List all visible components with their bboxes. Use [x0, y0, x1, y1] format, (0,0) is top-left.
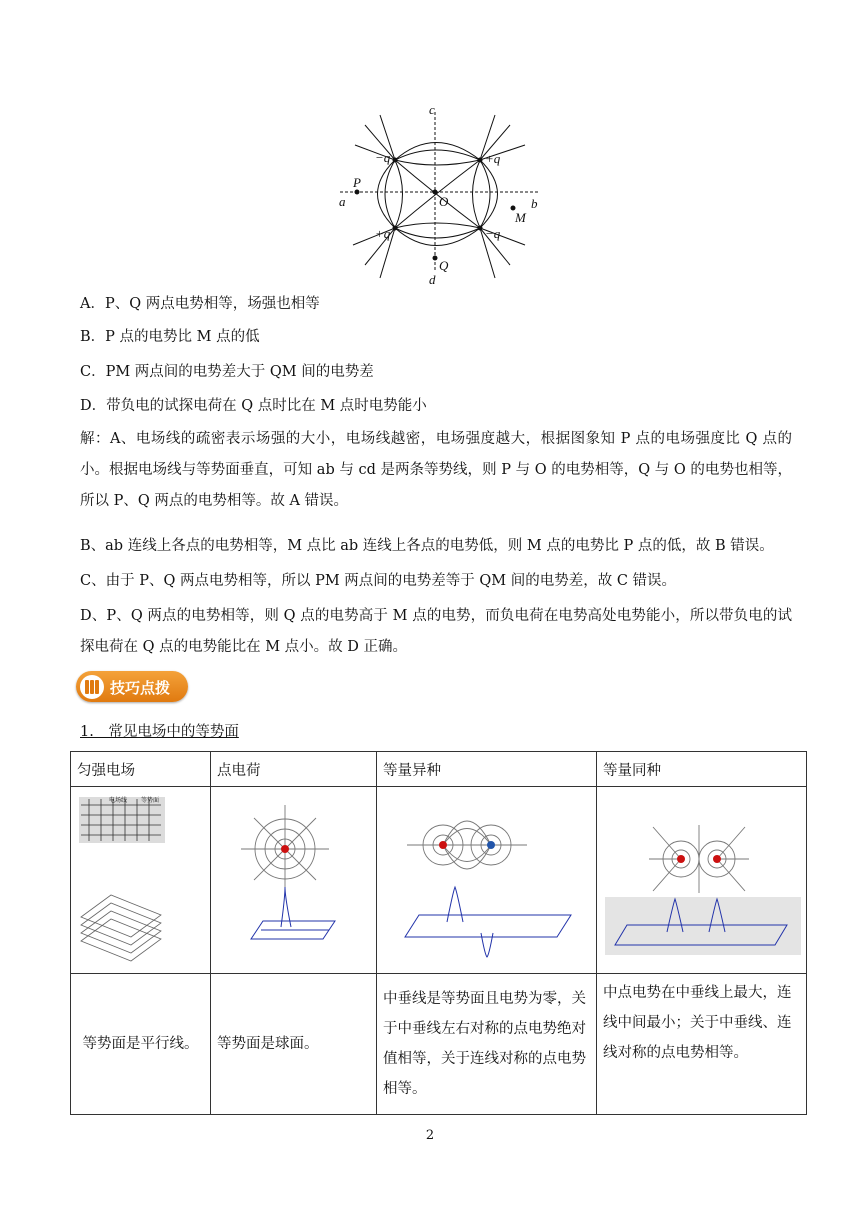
charge-pos-tr: +q	[485, 151, 501, 166]
label-q: Q	[439, 258, 449, 273]
point-charge-image	[211, 787, 377, 974]
option-c: C．PM 两点间的电势差大于 QM 间的电势差	[80, 364, 374, 380]
label-o: O	[439, 194, 449, 209]
desc-like: 中点电势在中垂线上最大，连线中间最小；关于中垂线、连线对称的点电势相等。	[597, 974, 807, 1115]
label-b: b	[531, 196, 538, 211]
tips-badge	[76, 671, 188, 702]
desc-point: 等势面是球面。	[211, 974, 377, 1115]
desc-opposite: 中垂线是等势面且电势为零，关于中垂线左右对称的点电势绝对值相等，关于连线对称的点电势相等。	[377, 974, 597, 1115]
equipotential-table	[70, 751, 807, 1115]
header-opposite: 等量异种	[377, 752, 597, 787]
label-c: c	[429, 102, 435, 117]
page-number: 2	[425, 1128, 435, 1143]
book-icon	[80, 675, 104, 699]
option-a: A．P、Q 两点电势相等，场强也相等	[80, 296, 320, 312]
badge-label: 技巧点拨	[110, 679, 171, 697]
uniform-field-image	[71, 787, 211, 974]
label-d: d	[429, 272, 436, 287]
charge-pos-bl: +q	[375, 226, 391, 241]
opposite-charges-image	[377, 787, 597, 974]
charge-neg-br: −q	[485, 226, 501, 241]
desc-uniform: 等势面是平行线。	[71, 974, 211, 1115]
header-point: 点电荷	[211, 752, 377, 787]
header-like: 等量同种	[597, 752, 807, 787]
solution-a: 解：A、电场线的疏密表示场强的大小，电场线越密，电场强度越大，根据图象知 P 点的电场强度比 Q 点的小。根据电场线与等势面垂直，可知 ab 与 cd 是两条等势线，则 P 与 O 的电势相等，Q 与 O 的电势也相等，所以 P、Q 两点的电势相等。故 A 错误。	[80, 431, 792, 509]
option-d: D．带负电的试探电荷在 Q 点时比在 M 点时电势能小	[80, 398, 427, 414]
uniform-equipotential-label: 等势面	[141, 797, 160, 804]
charges-field-figure	[335, 100, 545, 290]
uniform-field-line-label: 电场线	[109, 797, 128, 804]
label-p: P	[353, 175, 361, 190]
solution-c: C、由于 P、Q 两点电势相等，所以 PM 两点间的电势差等于 QM 间的电势差，故 C 错误。	[80, 573, 677, 589]
label-a: a	[339, 194, 346, 209]
header-uniform: 匀强电场	[71, 752, 211, 787]
like-charges-image	[597, 787, 807, 974]
solution-b: B、ab 连线上各点的电势相等，M 点比 ab 连线上各点的电势低，则 M 点的电势比 P 点的低，故 B 错误。	[80, 538, 774, 554]
charge-neg-tl: −q	[375, 150, 391, 165]
label-m: M	[515, 210, 526, 225]
solution-d: D、P、Q 两点的电势相等，则 Q 点的电势高于 M 点的电势，而负电荷在电势高处电势能小，所以带负电的试探电荷在 Q 点的电势能比在 M 点小。故 D 正确。	[80, 608, 792, 655]
option-b: B．P 点的电势比 M 点的低	[80, 329, 260, 345]
section-title: 1. 常见电场中的等势面	[80, 724, 239, 740]
